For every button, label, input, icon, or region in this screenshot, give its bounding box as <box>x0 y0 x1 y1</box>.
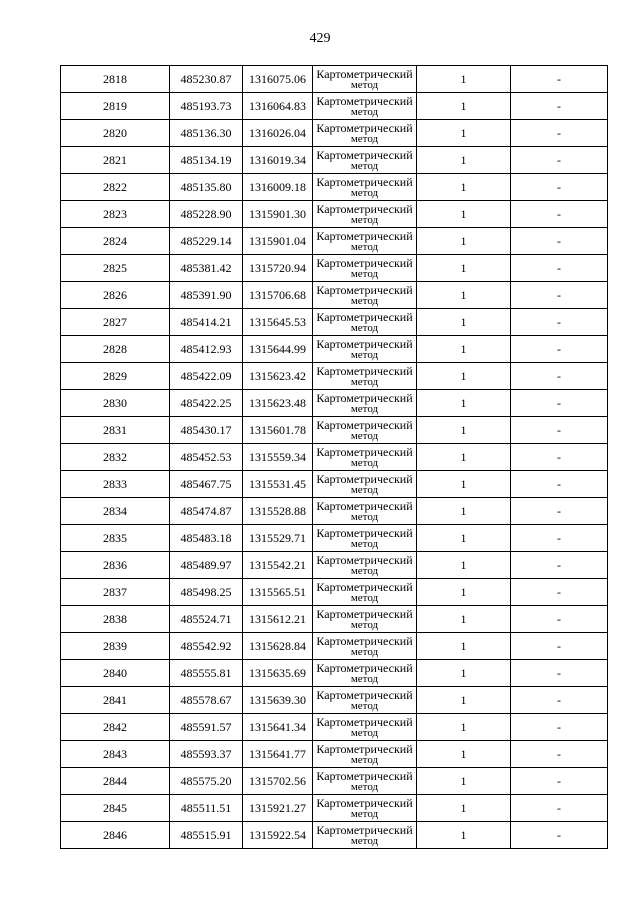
table-row <box>61 552 608 579</box>
table-row <box>61 147 608 174</box>
accuracy-cell: 1 <box>417 66 511 93</box>
note-cell: - <box>511 633 608 660</box>
y-coordinate-cell: 1315528.88 <box>243 498 313 525</box>
y-coordinate-cell: 1316075.06 <box>243 66 313 93</box>
note-cell: - <box>511 525 608 552</box>
method-line-2: метод <box>350 240 379 253</box>
x-coordinate-cell: 485414.21 <box>170 309 243 336</box>
x-coordinate-cell: 485412.93 <box>170 336 243 363</box>
method-line-1: Картометрический <box>316 633 413 648</box>
method-cell <box>313 309 417 336</box>
method-line-2: метод <box>350 618 379 631</box>
method-cell <box>313 444 417 471</box>
point-number-cell: 2846 <box>61 822 170 849</box>
method-line-1: Картометрический <box>316 714 413 729</box>
note-cell: - <box>511 579 608 606</box>
note-cell: - <box>511 309 608 336</box>
x-coordinate-cell: 485135.80 <box>170 174 243 201</box>
point-number-cell: 2823 <box>61 201 170 228</box>
method-line-1: Картометрический <box>316 309 413 324</box>
method-line-2: метод <box>350 456 379 469</box>
point-number-cell: 2836 <box>61 552 170 579</box>
table-row <box>61 660 608 687</box>
x-coordinate-cell: 485511.51 <box>170 795 243 822</box>
x-coordinate-cell: 485230.87 <box>170 66 243 93</box>
table-row <box>61 687 608 714</box>
method-line-2: метод <box>350 105 379 118</box>
note-cell: - <box>511 417 608 444</box>
method-line-2: метод <box>350 321 379 334</box>
table-row <box>61 309 608 336</box>
y-coordinate-cell: 1315529.71 <box>243 525 313 552</box>
point-number-cell: 2842 <box>61 714 170 741</box>
table-row <box>61 120 608 147</box>
method-cell <box>313 336 417 363</box>
accuracy-cell: 1 <box>417 444 511 471</box>
note-cell: - <box>511 336 608 363</box>
y-coordinate-cell: 1315565.51 <box>243 579 313 606</box>
method-line-2: метод <box>350 672 379 685</box>
method-line-2: метод <box>350 213 379 226</box>
method-line-1: Картометрический <box>316 498 413 513</box>
y-coordinate-cell: 1315612.21 <box>243 606 313 633</box>
method-line-2: метод <box>350 564 379 577</box>
y-coordinate-cell: 1316064.83 <box>243 93 313 120</box>
accuracy-cell: 1 <box>417 741 511 768</box>
x-coordinate-cell: 485524.71 <box>170 606 243 633</box>
y-coordinate-cell: 1315628.84 <box>243 633 313 660</box>
method-cell <box>313 660 417 687</box>
accuracy-cell: 1 <box>417 228 511 255</box>
x-coordinate-cell: 485498.25 <box>170 579 243 606</box>
method-cell <box>313 552 417 579</box>
y-coordinate-cell: 1315706.68 <box>243 282 313 309</box>
note-cell: - <box>511 201 608 228</box>
x-coordinate-cell: 485575.20 <box>170 768 243 795</box>
x-coordinate-cell: 485515.91 <box>170 822 243 849</box>
method-cell <box>313 768 417 795</box>
note-cell: - <box>511 282 608 309</box>
method-cell <box>313 201 417 228</box>
point-number-cell: 2843 <box>61 741 170 768</box>
note-cell: - <box>511 822 608 849</box>
method-line-2: метод <box>350 510 379 523</box>
note-cell: - <box>511 255 608 282</box>
x-coordinate-cell: 485593.37 <box>170 741 243 768</box>
note-cell: - <box>511 147 608 174</box>
method-line-1: Картометрический <box>316 282 413 297</box>
method-cell <box>313 390 417 417</box>
note-cell: - <box>511 660 608 687</box>
accuracy-cell: 1 <box>417 822 511 849</box>
accuracy-cell: 1 <box>417 255 511 282</box>
table-row <box>61 417 608 444</box>
note-cell: - <box>511 66 608 93</box>
accuracy-cell: 1 <box>417 147 511 174</box>
note-cell: - <box>511 93 608 120</box>
method-cell <box>313 417 417 444</box>
note-cell: - <box>511 768 608 795</box>
method-line-2: метод <box>350 267 379 280</box>
method-cell <box>313 741 417 768</box>
table-row <box>61 363 608 390</box>
note-cell: - <box>511 606 608 633</box>
accuracy-cell: 1 <box>417 471 511 498</box>
note-cell: - <box>511 363 608 390</box>
x-coordinate-cell: 485391.90 <box>170 282 243 309</box>
method-line-1: Картометрический <box>316 120 413 135</box>
point-number-cell: 2820 <box>61 120 170 147</box>
y-coordinate-cell: 1315720.94 <box>243 255 313 282</box>
y-coordinate-cell: 1315702.56 <box>243 768 313 795</box>
y-coordinate-cell: 1316009.18 <box>243 174 313 201</box>
point-number-cell: 2840 <box>61 660 170 687</box>
x-coordinate-cell: 485422.25 <box>170 390 243 417</box>
point-number-cell: 2830 <box>61 390 170 417</box>
point-number-cell: 2829 <box>61 363 170 390</box>
method-cell <box>313 795 417 822</box>
table-row <box>61 66 608 93</box>
method-line-1: Картометрический <box>316 579 413 594</box>
point-number-cell: 2844 <box>61 768 170 795</box>
method-cell <box>313 282 417 309</box>
method-line-1: Картометрический <box>316 606 413 621</box>
table-row <box>61 282 608 309</box>
point-number-cell: 2819 <box>61 93 170 120</box>
accuracy-cell: 1 <box>417 579 511 606</box>
point-number-cell: 2831 <box>61 417 170 444</box>
point-number-cell: 2845 <box>61 795 170 822</box>
method-line-2: метод <box>350 483 379 496</box>
x-coordinate-cell: 485193.73 <box>170 93 243 120</box>
table-row <box>61 390 608 417</box>
method-line-2: метод <box>350 753 379 766</box>
point-number-cell: 2838 <box>61 606 170 633</box>
y-coordinate-cell: 1316019.34 <box>243 147 313 174</box>
accuracy-cell: 1 <box>417 660 511 687</box>
method-line-2: метод <box>350 780 379 793</box>
point-number-cell: 2818 <box>61 66 170 93</box>
method-cell <box>313 606 417 633</box>
page-number: 429 <box>309 31 331 46</box>
accuracy-cell: 1 <box>417 282 511 309</box>
x-coordinate-cell: 485489.97 <box>170 552 243 579</box>
method-cell <box>313 687 417 714</box>
method-line-2: метод <box>350 591 379 604</box>
method-cell <box>313 498 417 525</box>
y-coordinate-cell: 1315531.45 <box>243 471 313 498</box>
method-line-1: Картометрический <box>316 93 413 108</box>
method-line-1: Картометрический <box>316 174 413 189</box>
y-coordinate-cell: 1316026.04 <box>243 120 313 147</box>
point-number-cell: 2839 <box>61 633 170 660</box>
accuracy-cell: 1 <box>417 201 511 228</box>
point-number-cell: 2825 <box>61 255 170 282</box>
table-row <box>61 471 608 498</box>
method-line-2: метод <box>350 186 379 199</box>
y-coordinate-cell: 1315641.77 <box>243 741 313 768</box>
x-coordinate-cell: 485483.18 <box>170 525 243 552</box>
accuracy-cell: 1 <box>417 687 511 714</box>
method-line-2: метод <box>350 429 379 442</box>
point-number-cell: 2832 <box>61 444 170 471</box>
accuracy-cell: 1 <box>417 795 511 822</box>
method-line-1: Картометрический <box>316 390 413 405</box>
y-coordinate-cell: 1315559.34 <box>243 444 313 471</box>
y-coordinate-cell: 1315623.42 <box>243 363 313 390</box>
table-row <box>61 498 608 525</box>
method-line-2: метод <box>350 402 379 415</box>
table-row <box>61 255 608 282</box>
method-line-2: метод <box>350 132 379 145</box>
method-cell <box>313 363 417 390</box>
accuracy-cell: 1 <box>417 93 511 120</box>
method-line-2: метод <box>350 159 379 172</box>
note-cell: - <box>511 741 608 768</box>
method-line-2: метод <box>350 726 379 739</box>
method-cell <box>313 120 417 147</box>
x-coordinate-cell: 485452.53 <box>170 444 243 471</box>
method-cell <box>313 93 417 120</box>
method-line-2: метод <box>350 78 379 91</box>
x-coordinate-cell: 485555.81 <box>170 660 243 687</box>
point-number-cell: 2824 <box>61 228 170 255</box>
y-coordinate-cell: 1315635.69 <box>243 660 313 687</box>
method-cell <box>313 525 417 552</box>
y-coordinate-cell: 1315641.34 <box>243 714 313 741</box>
accuracy-cell: 1 <box>417 552 511 579</box>
table-row <box>61 606 608 633</box>
table-row <box>61 525 608 552</box>
y-coordinate-cell: 1315645.53 <box>243 309 313 336</box>
accuracy-cell: 1 <box>417 768 511 795</box>
method-line-2: метод <box>350 699 379 712</box>
table-row <box>61 579 608 606</box>
point-number-cell: 2837 <box>61 579 170 606</box>
x-coordinate-cell: 485591.57 <box>170 714 243 741</box>
x-coordinate-cell: 485422.09 <box>170 363 243 390</box>
method-cell <box>313 822 417 849</box>
table-row <box>61 174 608 201</box>
method-line-1: Картометрический <box>316 795 413 810</box>
method-cell <box>313 228 417 255</box>
table-row <box>61 444 608 471</box>
method-cell <box>313 255 417 282</box>
point-number-cell: 2826 <box>61 282 170 309</box>
table-row <box>61 795 608 822</box>
method-line-1: Картометрический <box>316 552 413 567</box>
method-line-1: Картометрический <box>316 741 413 756</box>
x-coordinate-cell: 485228.90 <box>170 201 243 228</box>
accuracy-cell: 1 <box>417 174 511 201</box>
table-row <box>61 822 608 849</box>
accuracy-cell: 1 <box>417 606 511 633</box>
y-coordinate-cell: 1315601.78 <box>243 417 313 444</box>
x-coordinate-cell: 485467.75 <box>170 471 243 498</box>
method-line-1: Картометрический <box>316 255 413 270</box>
accuracy-cell: 1 <box>417 417 511 444</box>
accuracy-cell: 1 <box>417 498 511 525</box>
y-coordinate-cell: 1315922.54 <box>243 822 313 849</box>
point-number-cell: 2834 <box>61 498 170 525</box>
x-coordinate-cell: 485136.30 <box>170 120 243 147</box>
x-coordinate-cell: 485578.67 <box>170 687 243 714</box>
accuracy-cell: 1 <box>417 633 511 660</box>
method-line-1: Картометрический <box>316 336 413 351</box>
x-coordinate-cell: 485474.87 <box>170 498 243 525</box>
y-coordinate-cell: 1315901.30 <box>243 201 313 228</box>
method-line-1: Картометрический <box>316 444 413 459</box>
note-cell: - <box>511 687 608 714</box>
coordinates-table <box>60 65 608 849</box>
method-line-1: Картометрический <box>316 201 413 216</box>
method-line-1: Картометрический <box>316 822 413 837</box>
table-row <box>61 228 608 255</box>
note-cell: - <box>511 120 608 147</box>
point-number-cell: 2822 <box>61 174 170 201</box>
method-cell <box>313 579 417 606</box>
method-line-2: метод <box>350 375 379 388</box>
coordinates-table-body <box>61 66 608 849</box>
method-cell <box>313 66 417 93</box>
x-coordinate-cell: 485134.19 <box>170 147 243 174</box>
method-line-1: Картометрический <box>316 768 413 783</box>
y-coordinate-cell: 1315542.21 <box>243 552 313 579</box>
method-line-1: Картометрический <box>316 147 413 162</box>
method-line-1: Картометрический <box>316 363 413 378</box>
method-line-2: метод <box>350 537 379 550</box>
method-line-2: метод <box>350 807 379 820</box>
note-cell: - <box>511 228 608 255</box>
method-line-1: Картометрический <box>316 525 413 540</box>
note-cell: - <box>511 795 608 822</box>
accuracy-cell: 1 <box>417 714 511 741</box>
note-cell: - <box>511 390 608 417</box>
note-cell: - <box>511 444 608 471</box>
y-coordinate-cell: 1315644.99 <box>243 336 313 363</box>
point-number-cell: 2833 <box>61 471 170 498</box>
table-row <box>61 768 608 795</box>
method-line-1: Картометрический <box>316 66 413 81</box>
method-line-2: метод <box>350 348 379 361</box>
x-coordinate-cell: 485229.14 <box>170 228 243 255</box>
y-coordinate-cell: 1315639.30 <box>243 687 313 714</box>
table-row <box>61 201 608 228</box>
y-coordinate-cell: 1315921.27 <box>243 795 313 822</box>
point-number-cell: 2841 <box>61 687 170 714</box>
note-cell: - <box>511 498 608 525</box>
y-coordinate-cell: 1315623.48 <box>243 390 313 417</box>
accuracy-cell: 1 <box>417 309 511 336</box>
y-coordinate-cell: 1315901.04 <box>243 228 313 255</box>
point-number-cell: 2821 <box>61 147 170 174</box>
x-coordinate-cell: 485381.42 <box>170 255 243 282</box>
accuracy-cell: 1 <box>417 120 511 147</box>
accuracy-cell: 1 <box>417 336 511 363</box>
method-line-1: Картометрический <box>316 228 413 243</box>
method-line-1: Картометрический <box>316 687 413 702</box>
table-row <box>61 714 608 741</box>
note-cell: - <box>511 714 608 741</box>
accuracy-cell: 1 <box>417 525 511 552</box>
method-line-2: метод <box>350 645 379 658</box>
table-row <box>61 741 608 768</box>
method-cell <box>313 714 417 741</box>
method-line-2: метод <box>350 834 379 847</box>
x-coordinate-cell: 485430.17 <box>170 417 243 444</box>
method-cell <box>313 471 417 498</box>
method-cell <box>313 633 417 660</box>
point-number-cell: 2835 <box>61 525 170 552</box>
method-line-1: Картометрический <box>316 417 413 432</box>
point-number-cell: 2828 <box>61 336 170 363</box>
accuracy-cell: 1 <box>417 390 511 417</box>
table-row <box>61 336 608 363</box>
accuracy-cell: 1 <box>417 363 511 390</box>
point-number-cell: 2827 <box>61 309 170 336</box>
method-line-2: метод <box>350 294 379 307</box>
method-line-1: Картометрический <box>316 471 413 486</box>
note-cell: - <box>511 174 608 201</box>
table-row <box>61 633 608 660</box>
note-cell: - <box>511 552 608 579</box>
x-coordinate-cell: 485542.92 <box>170 633 243 660</box>
method-line-1: Картометрический <box>316 660 413 675</box>
method-cell <box>313 174 417 201</box>
table-row <box>61 93 608 120</box>
method-cell <box>313 147 417 174</box>
note-cell: - <box>511 471 608 498</box>
